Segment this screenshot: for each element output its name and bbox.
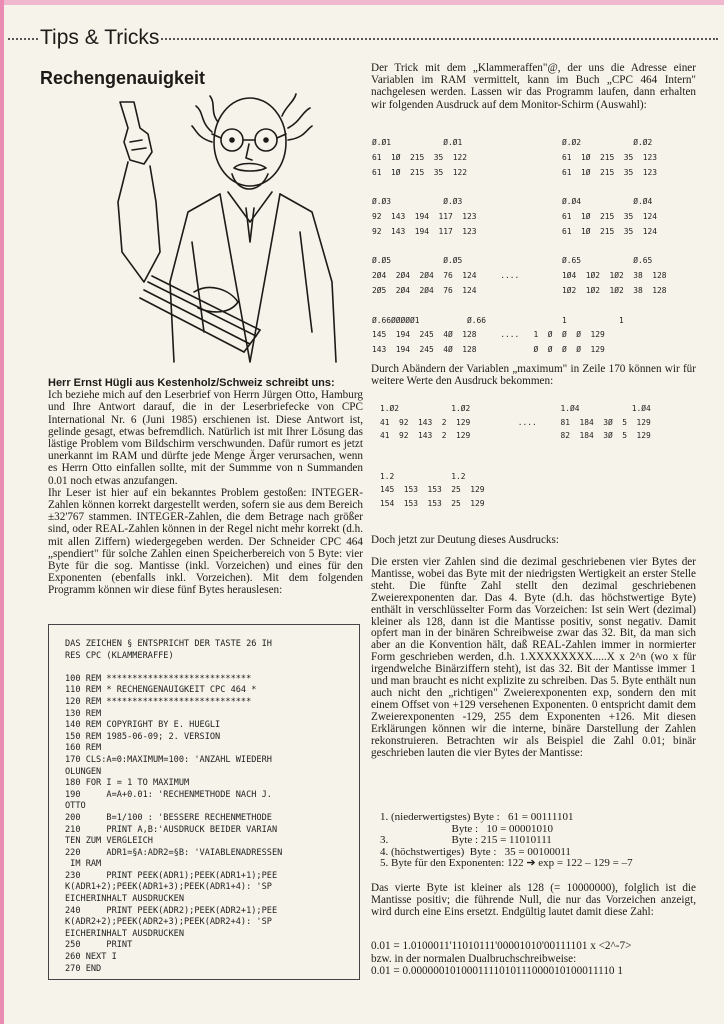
formula-line-1: 0.01 = 1.0100011'11010111'00001010'00111101 x <2^-7> xyxy=(371,940,632,952)
explanation-heading: Doch jetzt zur Deutung dieses Ausdrucks: xyxy=(371,534,559,546)
byte-line-1: 1. (niederwertigstes) Byte : 61 = 00111101 xyxy=(380,811,574,823)
formula-line-2: bzw. in der normalen Dualbruchschreibweise: xyxy=(371,953,577,965)
section-title: Tips & Tricks xyxy=(40,26,160,49)
conclusion-paragraph: Das vierte Byte ist kleiner als 128 (= 10000000), folglich ist die Mantisse positiv; die führende Null, die nur das Vorzeichen anzeigt, wird durch eine Eins ersetzt. Endgültig lautet damit diese Zahl: xyxy=(371,882,696,919)
program-code: DAS ZEICHEN § ENTSPRICHT DER TASTE 26 IH RES CPC (KLAMMERAFFE) 100 REM **************************** 110 REM * RECHENGENAUIGKEIT CPC 464 * 120 REM **************************** 130 REM 140 REM COPYRIGHT BY E. HUEGLI 150 REM 1985-06-09; 2. VERSION 160 REM 170 CLS:A=0:MAXIMUM=100: 'ANZAHL WIEDERH OLUNGEN 180 FOR I = 1 TO MAXIMUM 190 A=A+0.01: 'RECHENMETHODE NACH J. OTTO 200 B=1/100 : 'BESSERE RECHENMETHODE 210 PRINT A,B:'AUSDRUCK BEIDER VARIAN TEN ZUM VERGLEICH 220 ADR1=§A:ADR2=§B: 'VAIABLENADRESSEN IM RAM 230 PRINT PEEK(ADR1);PEEK(ADR1+1);PEE K(ADR1+2);PEEK(ADR1+3);PEEK(ADR1+4): 'SP EICHERINHALT AUSDRUCKEN 240 PRINT PEEK(ADR2);PEEK(ADR2+1);PEE K(ADR2+2);PEEK(ADR2+3);PEEK(ADR2+4): 'SP EICHERINHALT AUSDRUCKEN 250 PRINT 260 NEXT I 270 END xyxy=(65,639,283,974)
lead-paragraph-2: Ihr Leser ist hier auf ein bekanntes Problem gestoßen: INTEGER-Zahlen können korrekt dargestellt werden, sofern sie aus dem Bereich ±32'767 stammen. INTEGER-Zahlen, die dem Betrage nach größer sind, oder REAL-Zahlen können in der Regel nicht mehr korrekt (d.h. mit allen Ziffern) wiedergegeben werden. Der Schneider CPC 464 „spendiert" für solche Zahlen einen Speicherbereich von 5 Byte: vier Byte für die sog. Mantisse (inkl. Vorzeichen) und eines für den Exponenten (ebenfalls inkl. Vorzeichen). Mit dem folgenden Programm können wir diese fünf Bytes herauslesen: xyxy=(48,486,363,597)
professor-illustration xyxy=(100,82,355,367)
byte-list xyxy=(380,812,690,870)
monitor-output-1: Ø.Ø1 Ø.Ø1 Ø.Ø2 Ø.Ø2 61 1Ø 215 35 122 61 1Ø 215 35 123 61 1Ø 215 35 122 61 1Ø 215 35 123 Ø.Ø3 Ø.Ø3 Ø.Ø4 Ø.Ø4 92 143 194 117 123 61 1Ø 215 35 124 92 143 194 117 123 61 1Ø 215 35 124 Ø.Ø5 Ø.Ø5 Ø.65 Ø.65 2Ø4 2Ø4 2Ø4 76 124 .... 1Ø4 1Ø2 1Ø2 38 128 2Ø5 2Ø4 2Ø4 76 124 1Ø2 1Ø2 1Ø2 38 128 Ø.66ØØØØØ1 Ø.66 1 1 145 194 245 4Ø 128 .... 1 Ø Ø Ø 129 143 194 245 4Ø 128 Ø Ø Ø Ø 129 xyxy=(372,138,667,355)
byte-line-4: 4. (höchstwertiges) Byte : 35 = 00100011 xyxy=(380,845,571,858)
left-border xyxy=(0,0,4,1024)
article-heading: Rechengenauigkeit xyxy=(40,68,206,88)
explanation-paragraph: Die ersten vier Zahlen sind die dezimal geschriebenen vier Bytes der Mantisse, wobei das Byte mit der niedrigsten Wertigkeit an erster Stelle steht. Die fünfte Zahl stellt den dezimal geschriebenen Zweierexponenten dar. Das 4. Byte (d.h. das höchstwertige Byte) enthält in verschlüsselter Form das Vorzeichen: Ist sein Wert (dezimal) kleiner als 128, dann ist die Mantisse positiv, sonst negativ. Damit opfert man in der binären Schreibweise zwar das 32. Bit, da man sich aber an die Konvention hält, daß REAL-Zahlen immer in normierter Form geschrieben werden, d.h. 1.XXXXXXXX.....X x 2^n (wo x für irgendwelche Binärziffern steht), ist das 32. Bit der Mantisse immer 1 und man braucht es nicht explizite zu schreiben. Das 5. Byte enthält nun auch nicht den „richtigen" Zweierexponenten exp, sondern den mit einem Offset von +129 versehenen Exponenten. 0 entspricht damit dem Zweierexponenten -129, 255 dem Exponenten +126. Mit diesen Erklärungen können wir die interne, binäre Darstellung der Zahlen rekonstruieren. Betrachten wir als Beispiel die Zahl 0.01; binär geschrieben lauten die vier Bytes der Mantisse: xyxy=(371,556,696,759)
mid-paragraph: Durch Abändern der Variablen „maximum" in Zeile 170 können wir für weitere Werte den Ausdruck bekommen: xyxy=(371,363,696,388)
section-header xyxy=(8,26,720,52)
byte-line-2: Byte : 10 = 00001010 xyxy=(380,822,554,835)
top-border xyxy=(0,0,724,5)
byte-line-3: 3. Byte : 215 = 11010111 xyxy=(380,834,552,846)
byte-line-5: 5. Byte für den Exponenten: 122 ➔ exp = 122 – 129 = –7 xyxy=(380,857,633,869)
program-listing xyxy=(48,624,360,980)
right-intro: Der Trick mit dem „Klammeraffen"@, der uns die Adresse einer Variablen im RAM vermittelt, kann im Buch „CPC 464 Intern" nachgelesen werden. Lassen wir das Programm laufen, dann erhalten wir folgenden Ausdruck auf dem Monitor-Schirm (Auswahl): xyxy=(371,62,696,111)
lead-paragraph-1: Ich beziehe mich auf den Leserbrief von Herrn Jürgen Otto, Hamburg und Ihre Antwort darauf, die in der Leserbriefecke von CPC International Nr. 6 (Juni 1985) erschienen ist. Diese Antwort ist, gelinde gesagt, etwas befremdlich. Natürlich ist mit Ihrer Lösung das lästige Problem vom Bildschirm verschwunden. Dafür rumort es jetzt unerkannt im RAM und dürfte jede Menge Ärger verursachen, wenn es Herrn Otto einfallen sollte, mit der Summme von n Summanden 0.01 noch etwas anzufangen. xyxy=(48,389,363,487)
lead-title: Herr Ernst Hügli aus Kestenholz/Schweiz schreibt uns: xyxy=(48,377,335,389)
header-dots-left xyxy=(8,38,38,42)
formula-line-3: 0.01 = 0.0000001010001111010111000010100011110 1 xyxy=(371,965,623,977)
monitor-output-2: 1.Ø2 1.Ø2 1.Ø4 1.Ø4 41 92 143 2 129 .... 81 184 3Ø 5 129 41 92 143 2 129 82 184 3Ø 5 129 1.2 1.2 145 153 153 25 129 154 153 153 25 129 xyxy=(380,404,651,508)
header-dots-right xyxy=(158,38,718,42)
lead-column xyxy=(48,377,363,597)
